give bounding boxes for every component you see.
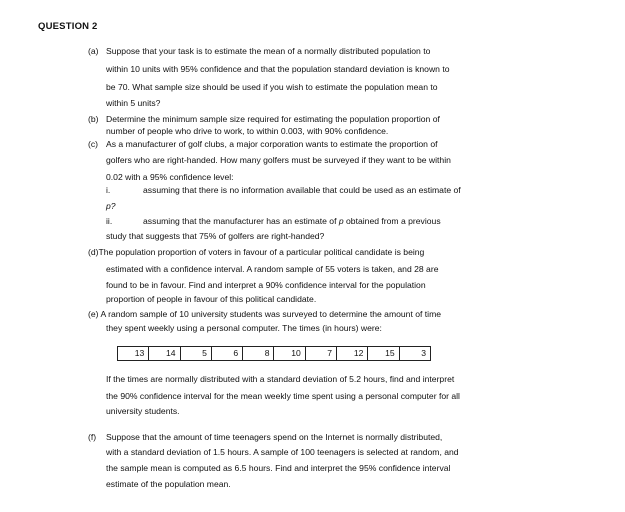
time-cell: 3 bbox=[399, 347, 430, 361]
part-e-label: (e) bbox=[88, 309, 99, 319]
part-e-first-line: A random sample of 10 university students was surveyed to determine the amount of time bbox=[100, 309, 442, 319]
time-cell: 8 bbox=[243, 347, 274, 361]
time-cell: 14 bbox=[149, 347, 180, 361]
time-cell: 13 bbox=[118, 347, 149, 361]
part-e-after-1: If the times are normally distributed with a standard deviation of 5.2 hours, find and interpret bbox=[106, 374, 455, 384]
part-a-line-2: within 10 units with 95% confidence and that the population standard deviation is known to bbox=[106, 64, 450, 74]
time-cell: 12 bbox=[337, 347, 368, 361]
part-e-after-3: university students. bbox=[106, 406, 180, 416]
part-c-ii-label: ii. bbox=[106, 216, 113, 226]
part-f-line-2: with a standard deviation of 1.5 hours. A sample of 100 teenagers is selected at random, and bbox=[106, 447, 459, 457]
part-c-i-continuation: p? bbox=[106, 201, 116, 211]
time-cell: 5 bbox=[180, 347, 211, 361]
part-a-line-4: within 5 units? bbox=[106, 98, 161, 108]
time-cell: 10 bbox=[274, 347, 305, 361]
part-c-line-3: 0.02 with a 95% confidence level: bbox=[106, 172, 234, 182]
part-a-label: (a) bbox=[88, 46, 99, 56]
table-row bbox=[118, 347, 431, 361]
part-b-label: (b) bbox=[88, 114, 99, 124]
part-c-ii-text bbox=[143, 216, 441, 227]
part-a-line-3: be 70. What sample size should be used if you wish to estimate the population mean to bbox=[106, 82, 438, 92]
part-c-ii-continuation: study that suggests that 75% of golfers are right-handed? bbox=[106, 231, 325, 241]
part-f-line-4: estimate of the population mean. bbox=[106, 479, 231, 489]
part-c-i-text: assuming that there is no information available that could be used as an estimate of bbox=[143, 185, 461, 195]
part-b-line-1: Determine the minimum sample size required for estimating the population proportion of bbox=[106, 114, 440, 124]
part-b-line-2: number of people who drive to work, to within 0.003, with 90% confidence. bbox=[106, 126, 389, 136]
part-e-after-2: the 90% confidence interval for the mean weekly time spent using a personal computer for all bbox=[106, 391, 460, 401]
part-d-label: (d) bbox=[88, 247, 99, 257]
part-e-line-2: they spent weekly using a personal computer. The times (in hours) were: bbox=[106, 323, 382, 333]
part-c-line-1: As a manufacturer of golf clubs, a major corporation wants to estimate the proportion of bbox=[106, 139, 438, 149]
time-cell: 7 bbox=[305, 347, 336, 361]
part-a-line-1: Suppose that your task is to estimate the mean of a normally distributed population to bbox=[106, 46, 431, 56]
part-e-line-1 bbox=[88, 309, 441, 320]
part-f-line-1: Suppose that the amount of time teenagers spend on the Internet is normally distributed, bbox=[106, 432, 443, 442]
part-f-line-3: the sample mean is computed as 6.5 hours. Find and interpret the 95% confidence interval bbox=[106, 463, 451, 473]
times-table bbox=[117, 346, 431, 361]
part-d-line-1 bbox=[88, 247, 424, 258]
part-f-label: (f) bbox=[88, 432, 97, 442]
question-heading: QUESTION 2 bbox=[38, 21, 98, 32]
time-cell: 6 bbox=[211, 347, 242, 361]
part-c-ii-text-before: assuming that the manufacturer has an estimate of bbox=[143, 216, 337, 226]
part-c-label: (c) bbox=[88, 139, 99, 149]
part-d-first-line: The population proportion of voters in favour of a particular political candidate is being bbox=[98, 247, 425, 257]
part-c-ii-variable: p bbox=[338, 216, 344, 226]
part-c-line-2: golfers who are right-handed. How many golfers must be surveyed if they want to be within bbox=[106, 155, 451, 165]
part-c-ii-text-after: obtained from a previous bbox=[346, 216, 441, 226]
time-cell: 15 bbox=[368, 347, 399, 361]
part-d-line-2: estimated with a confidence interval. A random sample of 55 voters is taken, and 28 are bbox=[106, 264, 439, 274]
part-d-line-3: found to be in favour. Find and interpret a 90% confidence interval for the population bbox=[106, 280, 426, 290]
part-c-i-label: i. bbox=[106, 185, 111, 195]
part-d-line-4: proportion of people in favour of this political candidate. bbox=[106, 294, 317, 304]
